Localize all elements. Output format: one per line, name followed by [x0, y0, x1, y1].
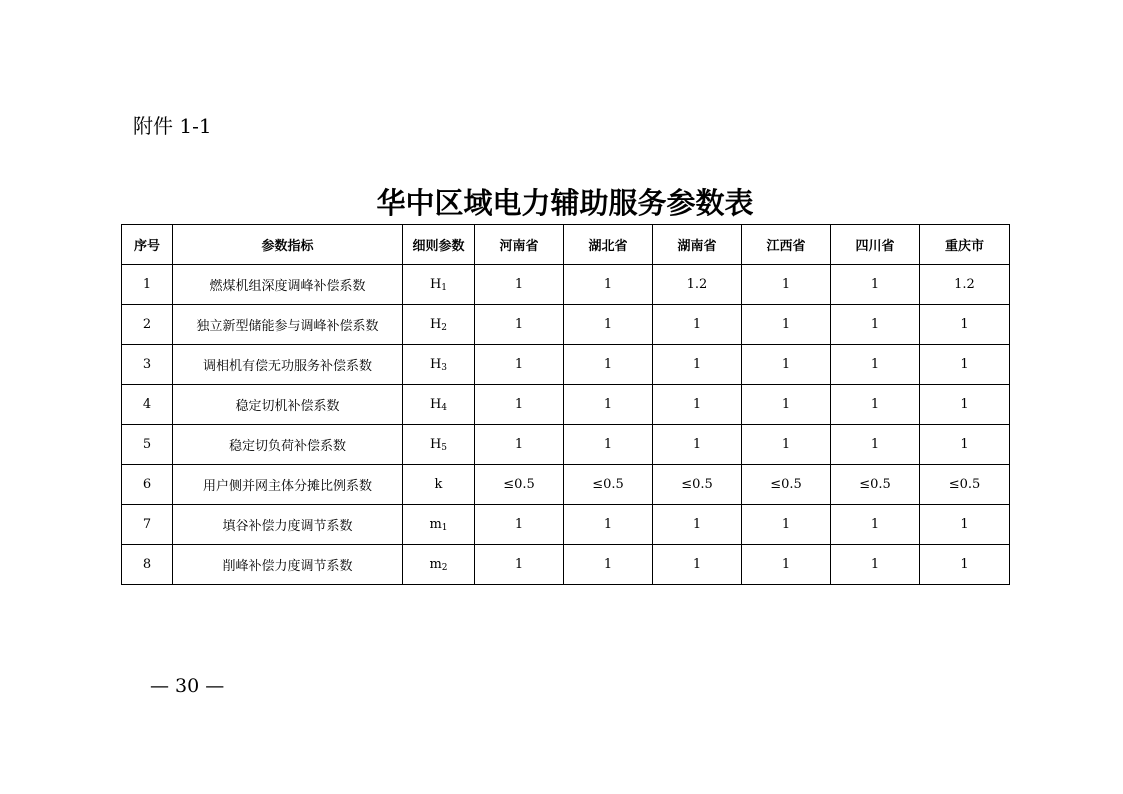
parameter-symbol [403, 545, 475, 585]
row-index: 1 [122, 265, 173, 305]
row-index: 6 [122, 465, 173, 505]
value-sichuan: ≤0.5 [831, 465, 920, 505]
parameter-symbol [403, 305, 475, 345]
parameter-name: 用户侧并网主体分摊比例系数 [173, 465, 403, 505]
value-henan: ≤0.5 [475, 465, 564, 505]
value-henan: 1 [475, 305, 564, 345]
value-hunan: 1 [653, 505, 742, 545]
value-henan: 1 [475, 265, 564, 305]
symbol-base: H [429, 276, 442, 292]
parameter-name: 削峰补偿力度调节系数 [173, 545, 403, 585]
parameter-symbol [403, 265, 475, 305]
header-cell-sichuan: 四川省 [831, 225, 920, 265]
value-chongqing: 1 [920, 385, 1010, 425]
value-chongqing: 1 [920, 425, 1010, 465]
row-index: 4 [122, 385, 173, 425]
symbol-base: H [429, 436, 442, 452]
value-henan: 1 [475, 505, 564, 545]
value-henan: 1 [475, 385, 564, 425]
value-jiangxi: 1 [742, 345, 831, 385]
table-row [122, 465, 1010, 505]
value-chongqing: 1.2 [920, 265, 1010, 305]
symbol-subscript: 5 [441, 442, 448, 453]
header-cell-hubei: 湖北省 [564, 225, 653, 265]
parameter-table [121, 224, 1010, 585]
row-index: 3 [122, 345, 173, 385]
symbol-base: H [429, 316, 442, 332]
symbol-base: m [429, 556, 442, 572]
value-sichuan: 1 [831, 305, 920, 345]
value-chongqing: 1 [920, 305, 1010, 345]
symbol-subscript: 1 [441, 522, 448, 533]
value-henan: 1 [475, 425, 564, 465]
value-jiangxi: 1 [742, 265, 831, 305]
header-cell-hunan: 湖南省 [653, 225, 742, 265]
table-row [122, 425, 1010, 465]
value-sichuan: 1 [831, 385, 920, 425]
value-jiangxi: 1 [742, 425, 831, 465]
header-cell-index: 序号 [122, 225, 173, 265]
header-cell-jiangxi: 江西省 [742, 225, 831, 265]
parameter-name: 燃煤机组深度调峰补偿系数 [173, 265, 403, 305]
attachment-label: 附件 1-1 [133, 114, 212, 138]
value-chongqing: ≤0.5 [920, 465, 1010, 505]
value-sichuan: 1 [831, 265, 920, 305]
row-index: 2 [122, 305, 173, 345]
value-jiangxi: 1 [742, 385, 831, 425]
value-jiangxi: 1 [742, 545, 831, 585]
document-title: 华中区域电力辅助服务参数表 [376, 186, 754, 220]
value-hunan: ≤0.5 [653, 465, 742, 505]
table-row [122, 305, 1010, 345]
value-chongqing: 1 [920, 505, 1010, 545]
parameter-symbol [403, 425, 475, 465]
value-hunan: 1 [653, 545, 742, 585]
table-header-row [122, 225, 1010, 265]
symbol-subscript: 2 [441, 322, 448, 333]
value-hubei: 1 [564, 265, 653, 305]
value-jiangxi: ≤0.5 [742, 465, 831, 505]
value-hunan: 1 [653, 385, 742, 425]
value-chongqing: 1 [920, 545, 1010, 585]
parameter-name: 稳定切负荷补偿系数 [173, 425, 403, 465]
row-index: 8 [122, 545, 173, 585]
parameter-symbol [403, 345, 475, 385]
symbol-subscript: 3 [441, 362, 448, 373]
value-hubei: 1 [564, 545, 653, 585]
parameter-symbol [403, 385, 475, 425]
value-henan: 1 [475, 545, 564, 585]
value-hubei: 1 [564, 345, 653, 385]
header-cell-chongqing: 重庆市 [920, 225, 1010, 265]
value-hubei: 1 [564, 425, 653, 465]
table-row [122, 545, 1010, 585]
parameter-name: 稳定切机补偿系数 [173, 385, 403, 425]
parameter-name: 调相机有偿无功服务补偿系数 [173, 345, 403, 385]
table-row [122, 345, 1010, 385]
value-sichuan: 1 [831, 505, 920, 545]
row-index: 5 [122, 425, 173, 465]
parameter-name: 填谷补偿力度调节系数 [173, 505, 403, 545]
value-hunan: 1.2 [653, 265, 742, 305]
value-henan: 1 [475, 345, 564, 385]
table-row [122, 265, 1010, 305]
header-cell-parameter: 参数指标 [173, 225, 403, 265]
value-hunan: 1 [653, 345, 742, 385]
parameter-symbol [403, 465, 475, 505]
value-hubei: 1 [564, 505, 653, 545]
symbol-base: H [429, 396, 442, 412]
symbol-subscript: 1 [441, 282, 448, 293]
value-chongqing: 1 [920, 345, 1010, 385]
header-cell-symbol: 细则参数 [403, 225, 475, 265]
value-hubei: 1 [564, 305, 653, 345]
symbol-subscript: 4 [441, 402, 448, 413]
value-jiangxi: 1 [742, 305, 831, 345]
table-row [122, 505, 1010, 545]
value-hunan: 1 [653, 425, 742, 465]
page-number: — 30 — [150, 675, 225, 697]
value-sichuan: 1 [831, 545, 920, 585]
value-jiangxi: 1 [742, 505, 831, 545]
value-hubei: 1 [564, 385, 653, 425]
parameter-symbol [403, 505, 475, 545]
parameter-name: 独立新型储能参与调峰补偿系数 [173, 305, 403, 345]
value-sichuan: 1 [831, 345, 920, 385]
symbol-base: H [429, 356, 442, 372]
value-sichuan: 1 [831, 425, 920, 465]
table-row [122, 385, 1010, 425]
symbol-subscript: 2 [441, 562, 448, 573]
value-hubei: ≤0.5 [564, 465, 653, 505]
row-index: 7 [122, 505, 173, 545]
header-cell-henan: 河南省 [475, 225, 564, 265]
value-hunan: 1 [653, 305, 742, 345]
symbol-base: m [429, 516, 442, 532]
symbol-base: k [434, 476, 443, 492]
